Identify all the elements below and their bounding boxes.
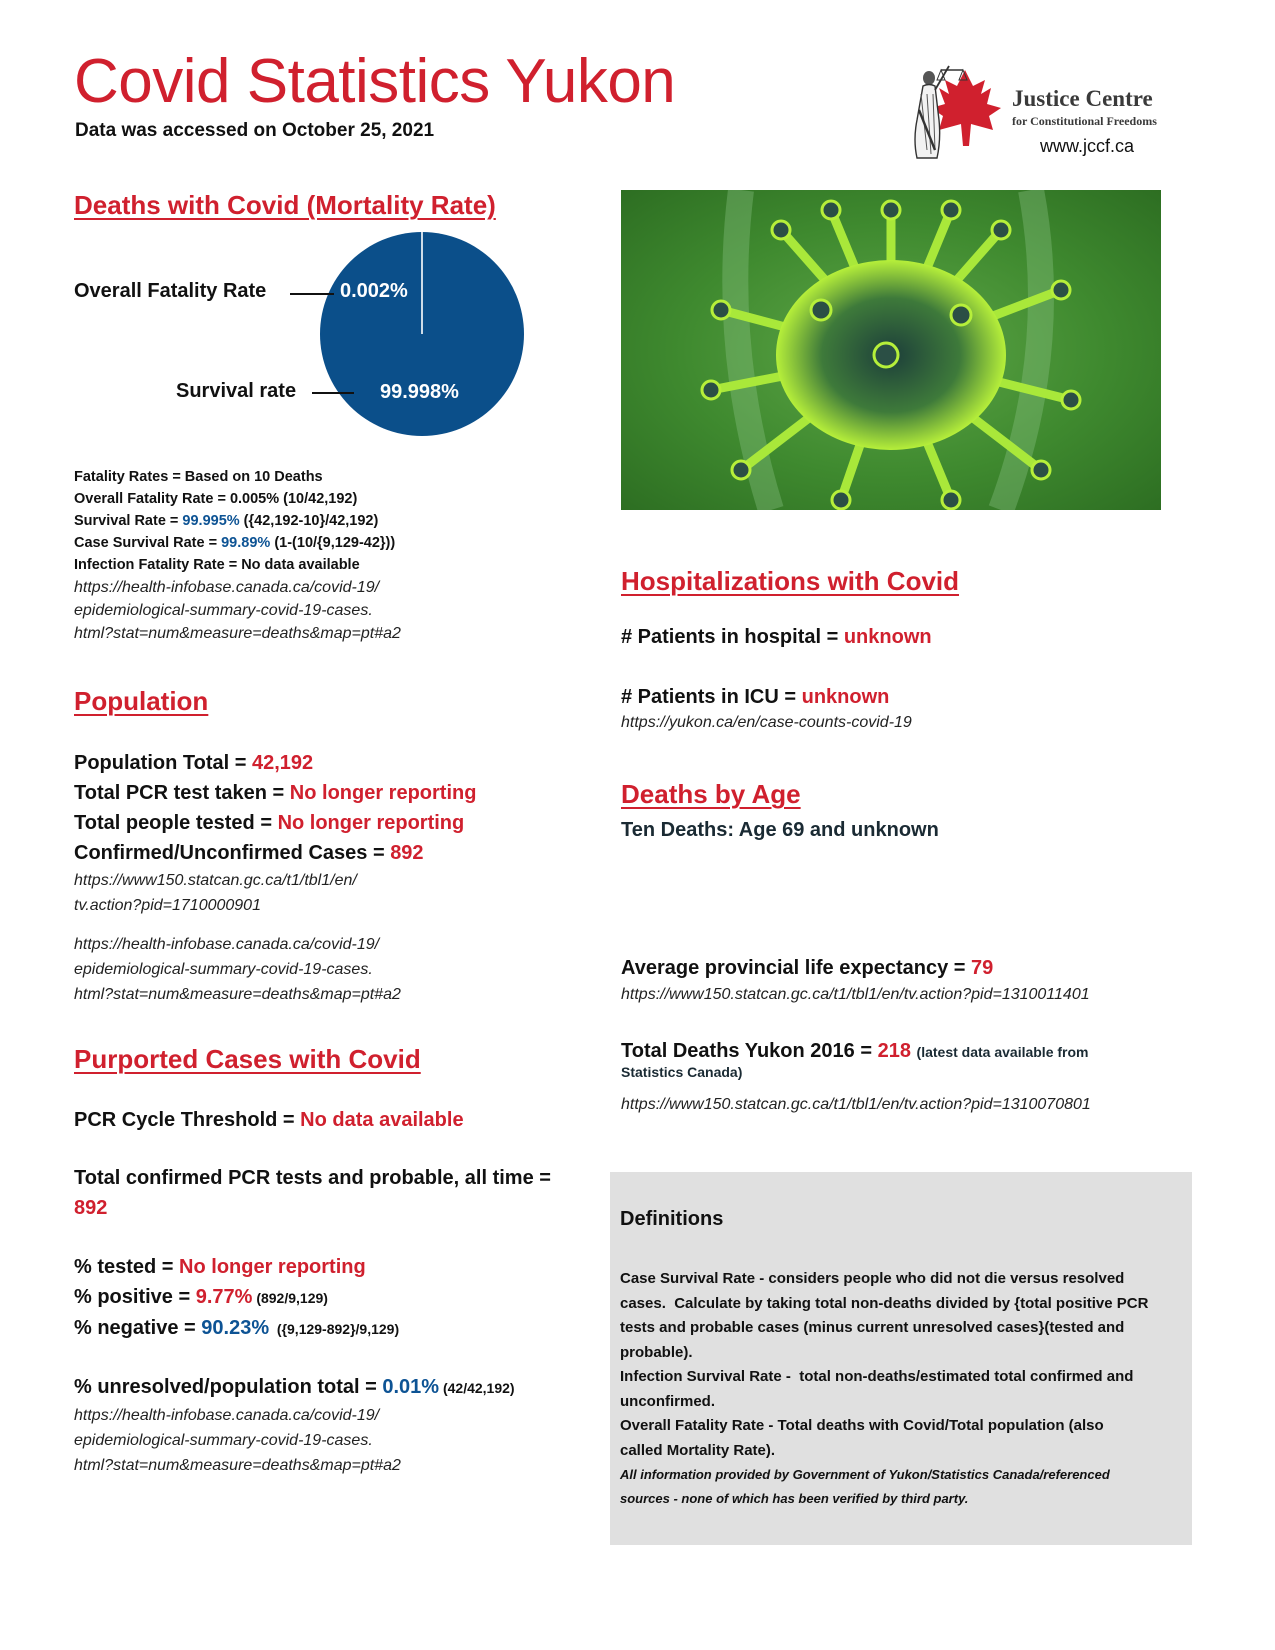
source-link-statcan-population[interactable]: https://www150.statcan.gc.ca/t1/tbl1/en/ tv.action?pid=1710000901 xyxy=(74,872,357,914)
source-link-yukon[interactable]: https://yukon.ca/en/case-counts-covid-19 xyxy=(621,714,912,731)
coronavirus-image xyxy=(621,190,1161,510)
percent-unresolved: % unresolved/population total = 0.01% (42/42,192) xyxy=(74,1376,515,1398)
jccf-logo xyxy=(905,50,1025,162)
pie-value-survival: 99.998% xyxy=(380,381,459,403)
percent-positive: % positive = 9.77% (892/9,129) xyxy=(74,1286,328,1308)
logo-website-link[interactable]: www.jccf.ca xyxy=(1040,136,1135,156)
section-heading-deaths-by-age: Deaths by Age xyxy=(621,779,801,809)
pie-value-fatality: 0.002% xyxy=(340,280,408,302)
logo-tagline: for Constitutional Freedoms xyxy=(1012,114,1157,128)
note-infection-fatality: Infection Fatality Rate = No data available xyxy=(74,557,360,573)
pie-label-survival: Survival rate xyxy=(176,380,297,402)
mortality-pie-chart xyxy=(318,230,526,438)
virus-illustration-icon xyxy=(621,190,1161,510)
fatality-notes xyxy=(74,466,401,645)
source-link-purported[interactable]: https://health-infobase.canada.ca/covid-19/ epidemiological-summary-covid-19-cases. html?stat=num&measure=deaths&map=pt#a2 xyxy=(74,1407,401,1474)
definitions-title: Definitions xyxy=(620,1208,724,1230)
percentage-stats xyxy=(74,1252,399,1344)
logo-name: Justice Centre xyxy=(1012,86,1153,111)
total-deaths-note: Statistics Canada) xyxy=(621,1064,743,1080)
total-confirmed-pcr-value: 892 xyxy=(74,1197,108,1219)
total-deaths-2016: Total Deaths Yukon 2016 = 218 (latest data available from xyxy=(621,1040,1089,1062)
definitions-box xyxy=(610,1172,1192,1545)
total-confirmed-pcr: Total confirmed PCR tests and probable, all time = xyxy=(74,1167,551,1189)
section-heading-hospitalizations: Hospitalizations with Covid xyxy=(621,566,960,596)
source-link-deaths[interactable]: https://health-infobase.canada.ca/covid-19/ epidemiological-summary-covid-19-cases. html?stat=num&measure=deaths&map=pt#a2 xyxy=(74,579,401,642)
pcr-cycle-threshold: PCR Cycle Threshold = No data available xyxy=(74,1109,464,1131)
pie-chart-graphic xyxy=(318,230,526,438)
population-stats xyxy=(74,748,476,1007)
unresolved-stats xyxy=(74,1372,515,1478)
note-fatality-basis: Fatality Rates = Based on 10 Deaths xyxy=(74,469,323,485)
patients-in-icu: # Patients in ICU = unknown xyxy=(621,686,890,708)
pie-label-fatality: Overall Fatality Rate xyxy=(74,280,267,302)
patients-in-hospital: # Patients in hospital = unknown xyxy=(621,626,932,648)
section-heading-deaths: Deaths with Covid (Mortality Rate) xyxy=(74,190,496,220)
section-heading-population: Population xyxy=(74,686,209,716)
data-access-date: Data was accessed on October 25, 2021 xyxy=(75,120,435,141)
population-total: Population Total = 42,192 xyxy=(74,752,314,774)
note-survival-rate: Survival Rate = 99.995% ({42,192-10}/42,192) xyxy=(74,513,379,529)
source-link-total-deaths[interactable]: https://www150.statcan.gc.ca/t1/tbl1/en/tv.action?pid=1310070801 xyxy=(621,1096,1091,1113)
definitions-disclaimer: All information provided by Government of Yukon/Statistics Canada/referenced sources - none of which has been verified by third party. xyxy=(620,1467,1110,1506)
source-link-life-expectancy[interactable]: https://www150.statcan.gc.ca/t1/tbl1/en/tv.action?pid=1310011401 xyxy=(621,986,1090,1003)
note-overall-fatality: Overall Fatality Rate = 0.005% (10/42,192) xyxy=(74,491,358,507)
definitions-body: Case Survival Rate - considers people who did not die versus resolved cases. Calculate by taking total non-deaths divided by {total positive PCR tests and probable cases (minus current unresolved cases}(tested and probable). Infection Survival Rate - total non-deaths/estimated total confirmed and unconfirmed. Overall Fatality Rate - Total deaths with Covid/Total population (also called Mortality Rate). xyxy=(620,1270,1149,1459)
deaths-by-age-text: Ten Deaths: Age 69 and unknown xyxy=(621,819,939,841)
section-heading-purported-cases: Purported Cases with Covid xyxy=(74,1044,421,1074)
percent-negative: % negative = 90.23% ({9,129-892}/9,129) xyxy=(74,1317,400,1339)
source-link-health-infobase[interactable]: https://health-infobase.canada.ca/covid-19/ epidemiological-summary-covid-19-cases. html?stat=num&measure=deaths&map=pt#a2 xyxy=(74,936,401,1003)
lady-justice-maple-leaf-icon xyxy=(905,50,1025,162)
total-pcr-tests: Total PCR test taken = No longer reporting xyxy=(74,782,477,804)
confirmed-cases: Confirmed/Unconfirmed Cases = 892 xyxy=(74,842,424,864)
note-case-survival-rate: Case Survival Rate = 99.89% (1-(10/{9,129-42})) xyxy=(74,535,396,551)
percent-tested: % tested = No longer reporting xyxy=(74,1256,366,1278)
life-expectancy: Average provincial life expectancy = 79 xyxy=(621,957,994,979)
total-people-tested: Total people tested = No longer reporting xyxy=(74,812,465,834)
leader-line-survival xyxy=(312,392,354,394)
leader-line-fatality xyxy=(290,293,334,295)
page-title: Covid Statistics Yukon xyxy=(74,47,676,116)
